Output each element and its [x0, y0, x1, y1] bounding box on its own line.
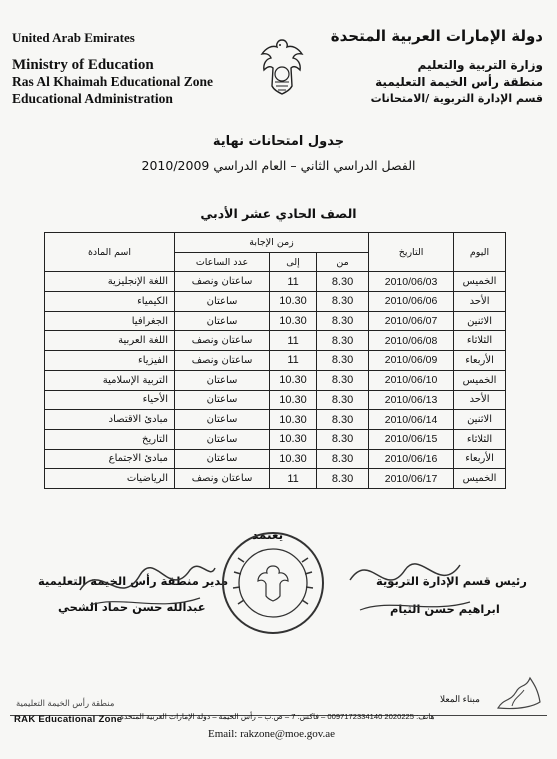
page-title: جدول امتحانات نهاية [212, 134, 345, 149]
cell-from: 8.30 [317, 449, 369, 469]
signature-right-name: ابراهيم حسن الثيام [390, 602, 500, 616]
cell-subject: التربية الإسلامية [45, 370, 175, 390]
cell-date: 2010/06/16 [369, 449, 454, 469]
cell-from: 8.30 [317, 292, 369, 312]
cell-to: 10.30 [270, 311, 317, 331]
cell-hours: ساعتان [175, 429, 270, 449]
cell-day: الخميس [454, 272, 506, 292]
table-row [45, 272, 506, 292]
header-ar-line2: وزارة التربية والتعليم [417, 58, 543, 72]
footer-email[interactable]: Email: rakzone@moe.gov.ae [208, 728, 336, 740]
signature-left-name: عبدالله حسن حماد الشحي [58, 600, 206, 614]
table-row [45, 331, 506, 351]
cell-subject: الكيمياء [45, 292, 175, 312]
cell-date: 2010/06/07 [369, 311, 454, 331]
header-subject: اسم المادة [45, 233, 175, 272]
cell-day: الخميس [454, 370, 506, 390]
cell-to: 10.30 [270, 410, 317, 430]
signature-right-title: رئيس قسم الإدارة التربوية [376, 574, 527, 588]
cell-hours: ساعتان [175, 370, 270, 390]
signature-right-scribble [330, 540, 480, 620]
signature-left-title: مدير منطقة رأس الخيمة التعليمية [38, 574, 229, 588]
stamp-icon [218, 528, 328, 638]
cell-hours: ساعتان [175, 292, 270, 312]
cell-day: الثلاثاء [454, 331, 506, 351]
cell-subject: اللغة الإنجليزية [45, 272, 175, 292]
cell-date: 2010/06/14 [369, 410, 454, 430]
cell-hours: ساعتان [175, 390, 270, 410]
cell-to: 11 [270, 331, 317, 351]
table-row [45, 292, 506, 312]
emblem-icon [258, 36, 306, 98]
cell-hours: ساعتان [175, 449, 270, 469]
cell-from: 8.30 [317, 331, 369, 351]
cell-date: 2010/06/08 [369, 331, 454, 351]
cell-day: الأربعاء [454, 449, 506, 469]
cell-to: 11 [270, 351, 317, 371]
header-ar-line3: منطقة رأس الخيمة التعليمية [375, 75, 543, 89]
header-day: اليوم [454, 233, 506, 272]
cell-date: 2010/06/17 [369, 469, 454, 489]
cell-subject: الفيزياء [45, 351, 175, 371]
cell-to: 10.30 [270, 370, 317, 390]
header-to: إلى [270, 252, 317, 272]
cell-day: الأربعاء [454, 351, 506, 371]
signature-left-scribble [70, 540, 220, 620]
cell-from: 8.30 [317, 370, 369, 390]
table-row [45, 410, 506, 430]
footer-left-en: RAK Educational Zone [14, 714, 123, 725]
cell-to: 10.30 [270, 429, 317, 449]
cell-subject: الرياضيات [45, 469, 175, 489]
footer-contact: هاتف: 2020225 0097172334140 – فاكس: 7 – ص.ب – رأس الخيمة – دولة الإمارات العربية المتحدة [120, 712, 435, 721]
cell-date: 2010/06/06 [369, 292, 454, 312]
cell-from: 8.30 [317, 272, 369, 292]
table-header-row [45, 233, 506, 253]
table-row [45, 449, 506, 469]
header-en-line2: Ministry of Education [12, 57, 154, 73]
cell-hours: ساعتان ونصف [175, 469, 270, 489]
table-row [45, 390, 506, 410]
table-row [45, 351, 506, 371]
cell-day: الخميس [454, 469, 506, 489]
table-row [45, 370, 506, 390]
table-row [45, 469, 506, 489]
header-date: التاريخ [369, 233, 454, 272]
cell-day: الاثنين [454, 311, 506, 331]
header-ar-line1: دولة الإمارات العربية المتحدة [330, 27, 543, 45]
cell-day: الأحد [454, 390, 506, 410]
table-row [45, 429, 506, 449]
cell-date: 2010/06/09 [369, 351, 454, 371]
cell-date: 2010/06/15 [369, 429, 454, 449]
cell-from: 8.30 [317, 351, 369, 371]
exam-schedule-table [44, 232, 506, 489]
footer-right-ar: مبناء المعلا [440, 694, 480, 704]
footer-logo-icon [490, 668, 546, 714]
cell-to: 10.30 [270, 390, 317, 410]
header-en-line4: Educational Administration [12, 91, 173, 106]
cell-to: 10.30 [270, 292, 317, 312]
cell-subject: الجغرافيا [45, 311, 175, 331]
cell-day: الثلاثاء [454, 429, 506, 449]
page-subtitle: الفصل الدراسي الثاني – العام الدراسي 2010/2009 [141, 158, 416, 173]
cell-date: 2010/06/13 [369, 390, 454, 410]
cell-subject: التاريخ [45, 429, 175, 449]
footer-left-ar: منطقة رأس الخيمة التعليمية [16, 698, 115, 708]
cell-subject: اللغة العربية [45, 331, 175, 351]
cell-to: 11 [270, 272, 317, 292]
cell-subject: الأحياء [45, 390, 175, 410]
table-row [45, 311, 506, 331]
header-answer-time: زمن الإجابة [175, 233, 369, 253]
cell-hours: ساعتان [175, 311, 270, 331]
cell-hours: ساعتان ونصف [175, 331, 270, 351]
cell-to: 11 [270, 469, 317, 489]
cell-subject: مبادئ الاقتصاد [45, 410, 175, 430]
header-ar-line4: قسم الإدارة التربوية /الامتحانات [370, 92, 543, 105]
cell-to: 10.30 [270, 449, 317, 469]
cell-from: 8.30 [317, 410, 369, 430]
cell-from: 8.30 [317, 390, 369, 410]
cell-from: 8.30 [317, 469, 369, 489]
header-hours: عدد الساعات [175, 252, 270, 272]
approval-label: يعتمد [252, 528, 284, 542]
header-from: من [317, 252, 369, 272]
cell-hours: ساعتان ونصف [175, 272, 270, 292]
cell-hours: ساعتان [175, 410, 270, 430]
cell-date: 2010/06/10 [369, 370, 454, 390]
cell-day: الاثنين [454, 410, 506, 430]
cell-day: الأحد [454, 292, 506, 312]
cell-from: 8.30 [317, 429, 369, 449]
grade-title: الصف الحادي عشر الأدبي [200, 206, 357, 221]
header-en-line1: United Arab Emirates [12, 30, 135, 45]
header-en-line3: Ras Al Khaimah Educational Zone [12, 74, 214, 89]
cell-from: 8.30 [317, 311, 369, 331]
cell-subject: مبادئ الاجتماع [45, 449, 175, 469]
cell-date: 2010/06/03 [369, 272, 454, 292]
cell-hours: ساعتان ونصف [175, 351, 270, 371]
